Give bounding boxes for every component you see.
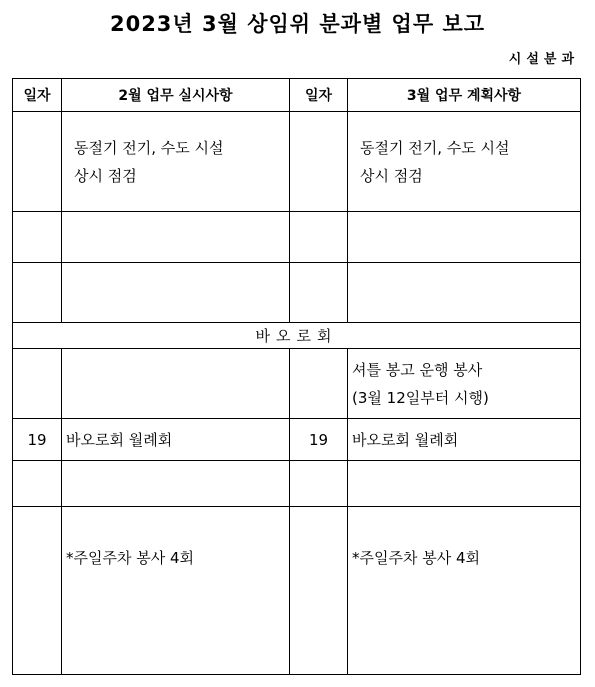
table-header-row	[13, 79, 581, 112]
feb-day-cell	[13, 507, 62, 675]
table-row	[13, 349, 581, 419]
header-mar-work: 3월 업무 계획사항	[348, 79, 581, 112]
mar-work-cell: 셔틀 봉고 운행 봉사 (3월 12일부터 시행)	[348, 349, 581, 419]
mar-day-cell	[290, 112, 348, 212]
department-label: 시설분과	[508, 52, 579, 67]
feb-work-cell: 바오로회 월례회	[62, 419, 290, 461]
feb-work-cell: 동절기 전기, 수도 시설 상시 점검	[62, 112, 290, 212]
mar-work-cell	[348, 461, 581, 507]
feb-day-cell: 19	[13, 419, 62, 461]
feb-day-cell	[13, 263, 62, 323]
mar-day-cell	[290, 212, 348, 263]
mar-work-cell	[348, 263, 581, 323]
document-title: 2023년 3월 상임위 분과별 업무 보고	[109, 12, 486, 36]
mar-work-cell: 바오로회 월례회	[348, 419, 581, 461]
table-row	[13, 507, 581, 675]
feb-work-cell	[62, 263, 290, 323]
feb-day-cell	[13, 461, 62, 507]
table-row	[13, 263, 581, 323]
mar-day-cell	[290, 507, 348, 675]
feb-work-cell: *주일주차 봉사 4회	[62, 507, 290, 675]
table-row	[13, 419, 581, 461]
feb-work-cell	[62, 461, 290, 507]
mar-work-cell	[348, 212, 581, 263]
feb-day-cell	[13, 349, 62, 419]
report-table	[12, 78, 581, 675]
section-row	[13, 323, 581, 349]
header-mar-day: 일자	[290, 79, 348, 112]
mar-day-cell	[290, 263, 348, 323]
header-feb-day: 일자	[13, 79, 62, 112]
feb-day-cell	[13, 112, 62, 212]
mar-day-cell	[290, 349, 348, 419]
table-row	[13, 461, 581, 507]
header-feb-work: 2월 업무 실시사항	[62, 79, 290, 112]
section-label: 바오로회	[13, 323, 581, 349]
feb-work-cell	[62, 212, 290, 263]
feb-day-cell	[13, 212, 62, 263]
feb-work-cell	[62, 349, 290, 419]
mar-work-cell: *주일주차 봉사 4회	[348, 507, 581, 675]
mar-day-cell	[290, 461, 348, 507]
mar-day-cell: 19	[290, 419, 348, 461]
mar-work-cell: 동절기 전기, 수도 시설 상시 점검	[348, 112, 581, 212]
table-row	[13, 212, 581, 263]
table-row	[13, 112, 581, 212]
